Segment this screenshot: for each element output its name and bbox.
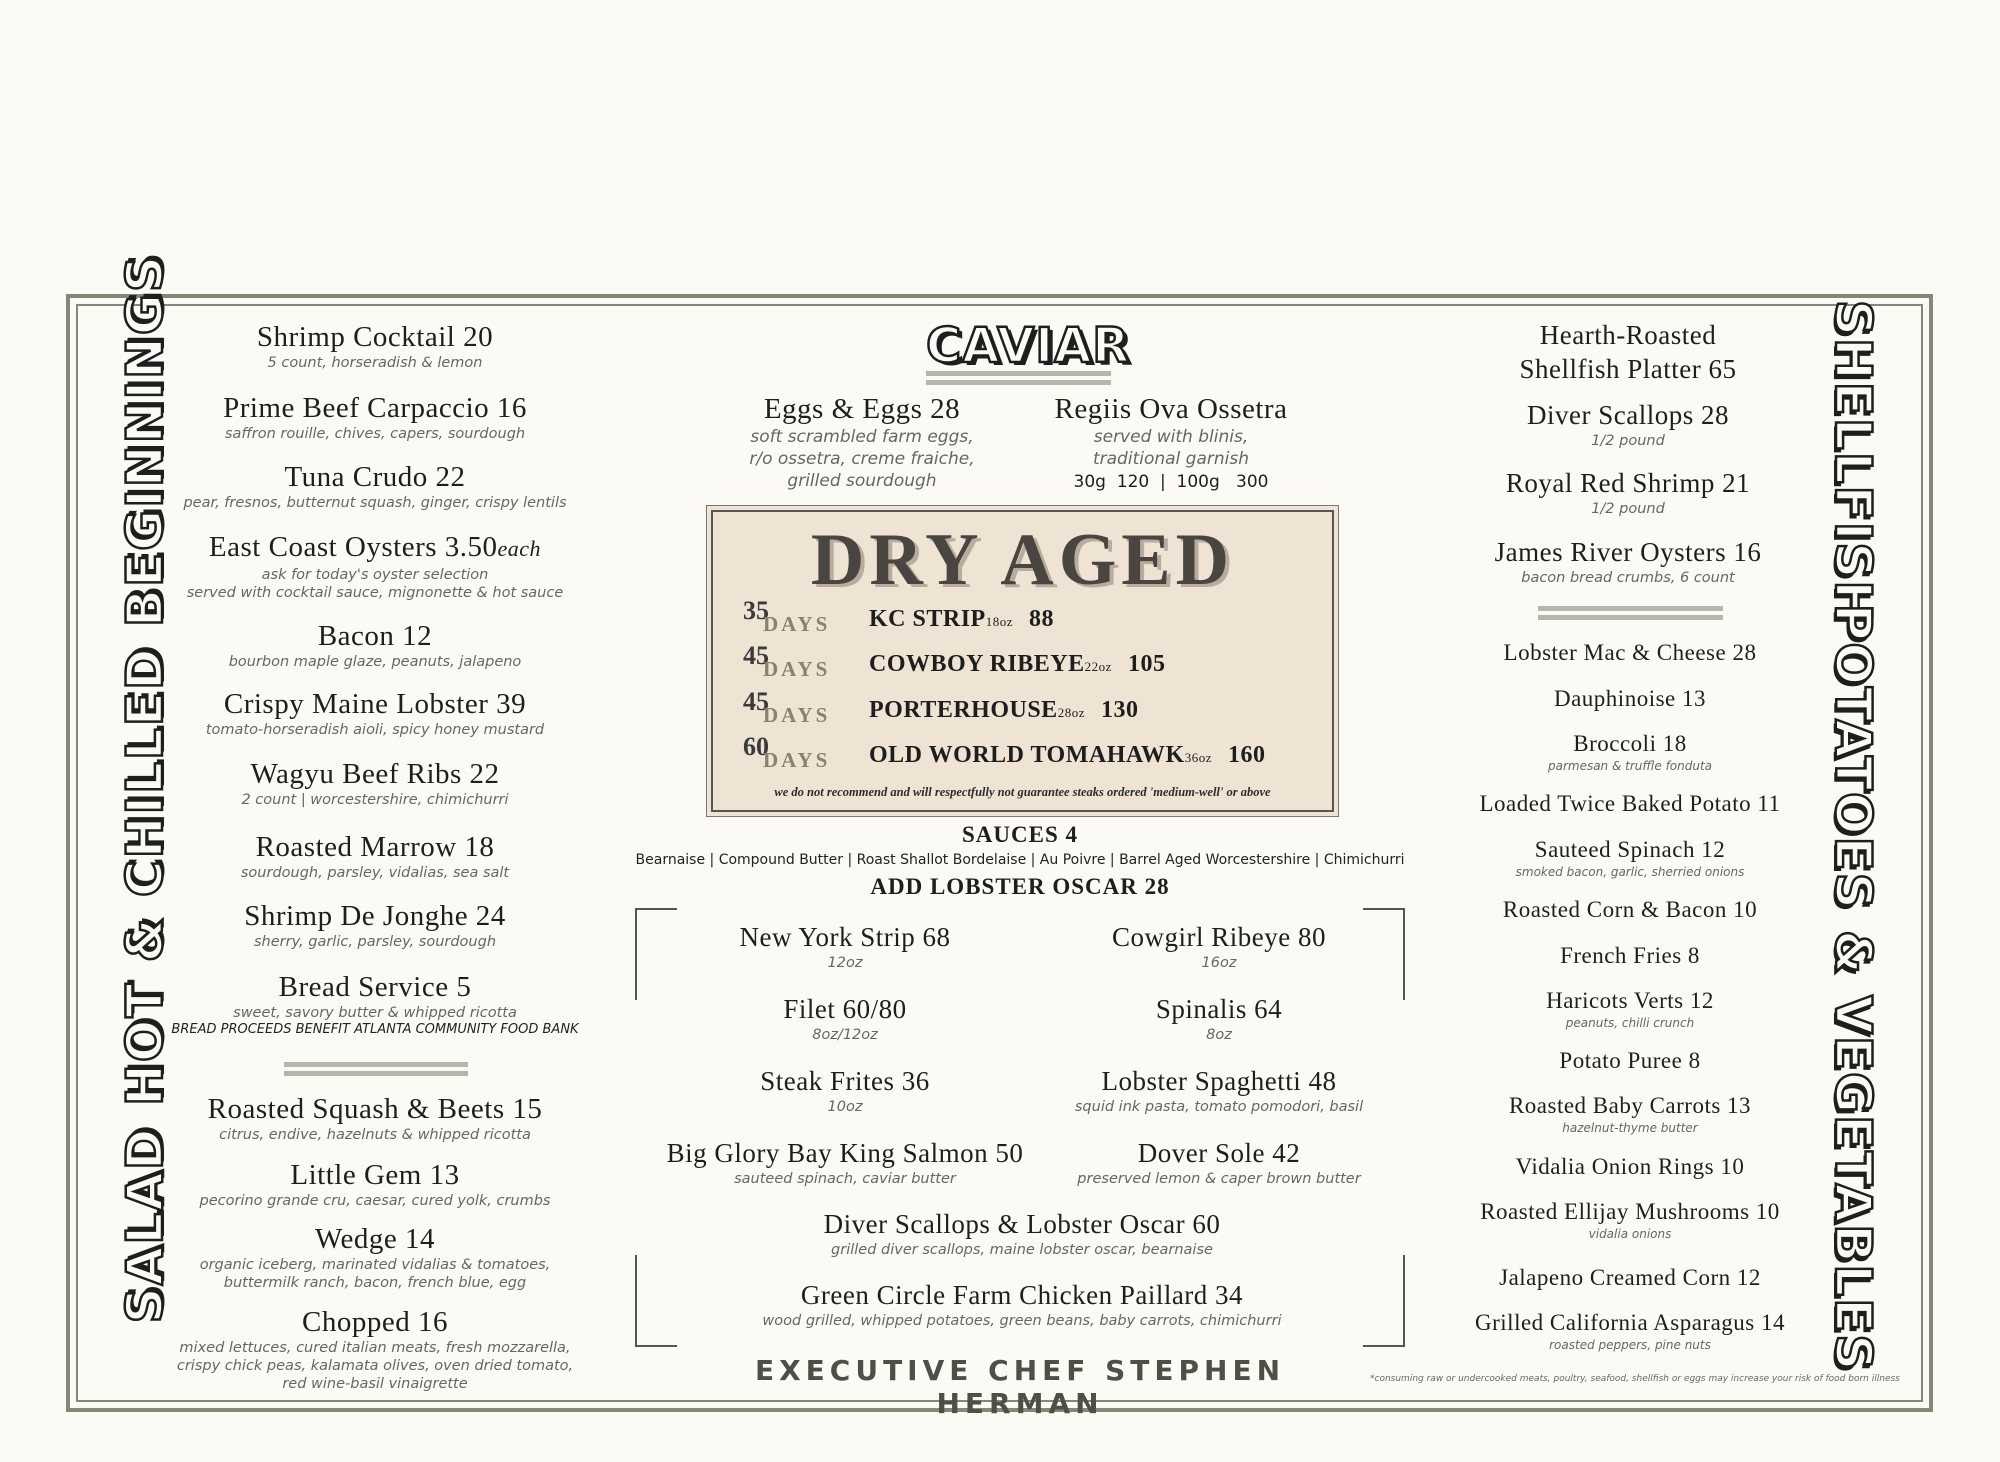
side-desc: roasted peppers, pine nuts — [1549, 1338, 1711, 1352]
entree-name: Cowgirl Ribeye 80 — [1112, 922, 1326, 952]
salad-desc: crispy chick peas, kalamata olives, oven dried tomato, — [176, 1358, 574, 1374]
side-item — [1480, 1197, 1780, 1242]
side-desc: hazelnut-thyme butter — [1562, 1121, 1698, 1135]
shellfish-name: Hearth-Roasted — [1539, 320, 1717, 350]
starter-name: Bread Service 5 — [278, 971, 472, 1003]
entree-item — [762, 1278, 1281, 1330]
caviar-item — [749, 392, 974, 492]
starter-item — [187, 530, 564, 602]
salad-desc: citrus, endive, hazelnuts & whipped ricotta — [219, 1127, 531, 1143]
bracket-corner — [635, 1255, 677, 1347]
entree-desc: 10oz — [827, 1099, 863, 1115]
side-name: Potato Puree 8 — [1559, 1048, 1701, 1073]
side-item — [1509, 1091, 1751, 1136]
dry-aged-title: DRY AGED — [810, 519, 1235, 601]
heading-salad: SALAD — [116, 1126, 174, 1324]
entree-item — [760, 1064, 930, 1116]
caviar-desc: grilled sourdough — [787, 471, 937, 491]
starter-desc: served with cocktail sauce, mignonette & hot sauce — [186, 585, 564, 601]
aged-days: 45 — [743, 687, 769, 716]
salad-name: Chopped 16 — [302, 1306, 448, 1338]
caviar-heading: CAVIAR — [926, 318, 1131, 374]
starter-name: Shrimp De Jonghe 24 — [244, 900, 506, 932]
starter-desc: sherry, garlic, parsley, sourdough — [253, 934, 497, 950]
starter-name: Tuna Crudo 22 — [284, 461, 466, 493]
side-name: Lobster Mac & Cheese 28 — [1503, 640, 1757, 665]
shellfish-desc: 1/2 pound — [1591, 501, 1665, 517]
entree-name: Lobster Spaghetti 48 — [1101, 1066, 1337, 1096]
side-desc: peanuts, chilli crunch — [1565, 1016, 1695, 1030]
entree-desc: wood grilled, whipped potatoes, green beans, baby carrots, chimichurri — [762, 1313, 1282, 1329]
salad-desc: pecorino grande cru, caesar, cured yolk, crumbs — [199, 1193, 551, 1209]
starter-desc: tomato-horseradish aioli, spicy honey mustard — [205, 722, 545, 738]
entree-item — [1156, 992, 1282, 1044]
section-divider — [284, 1062, 468, 1076]
caviar-name: Regiis Ova Ossetra — [1054, 393, 1288, 425]
side-item — [1516, 835, 1745, 880]
caviar-divider — [926, 371, 1111, 385]
side-name: French Fries 8 — [1560, 943, 1700, 968]
shellfish-name: James River Oysters 16 — [1494, 537, 1762, 567]
side-name: Vidalia Onion Rings 10 — [1515, 1154, 1745, 1179]
entree-item — [1077, 1136, 1360, 1188]
caviar-desc: traditional garnish — [1092, 449, 1250, 469]
entree-name: Big Glory Bay King Salmon 50 — [666, 1138, 1024, 1168]
salad-name: Wedge 14 — [314, 1223, 436, 1255]
aged-days: 35 — [743, 596, 769, 625]
entree-item — [1075, 1064, 1363, 1116]
salad-item — [200, 1222, 551, 1292]
entree-item — [824, 1207, 1221, 1259]
shellfish-name: Royal Red Shrimp 21 — [1505, 468, 1751, 498]
steak-name: COWBOY RIBEYE22oz 105 — [869, 651, 1166, 677]
aged-days: 60 — [743, 732, 769, 761]
heading-shellfish: SHELLFISH — [1824, 299, 1882, 625]
starter-item — [241, 757, 508, 809]
entree-item — [739, 920, 950, 972]
bracket-corner — [1363, 908, 1405, 1000]
starter-item — [229, 619, 522, 671]
side-name: Dauphinoise 13 — [1553, 686, 1707, 711]
heading-potatoes-vegetables: POTATOES & VEGETABLES — [1824, 603, 1882, 1373]
side-name: Grilled California Asparagus 14 — [1475, 1310, 1785, 1335]
entree-name: Dover Sole 42 — [1137, 1138, 1301, 1168]
starter-desc: 2 count | worcestershire, chimichurri — [241, 792, 509, 808]
side-item — [1475, 1308, 1785, 1353]
dry-aged-note: we do not recommend and will respectfully not guarantee steaks ordered 'medium-well' or above — [774, 785, 1271, 799]
entree-name: New York Strip 68 — [739, 922, 951, 952]
entree-desc: 8oz — [1206, 1027, 1232, 1043]
days-label: DAYS — [763, 657, 831, 681]
heading-hot-chilled: HOT & CHILLED BEGINNINGS — [116, 254, 174, 1106]
entree-item — [1112, 920, 1326, 972]
days-label: DAYS — [763, 748, 831, 772]
starter-item — [241, 830, 509, 882]
sauces-list: Bearnaise | Compound Butter | Roast Shallot Bordelaise | Au Poivre | Barrel Aged Worcestershire | Chimichurri — [635, 852, 1405, 868]
caviar-desc: served with blinis, — [1093, 427, 1249, 447]
entree-desc: 16oz — [1201, 955, 1237, 971]
entree-name: Steak Frites 36 — [760, 1066, 930, 1096]
caviar-item — [1055, 392, 1288, 494]
starter-name: Crispy Maine Lobster 39 — [223, 688, 527, 720]
steak-name: OLD WORLD TOMAHAWK36oz 160 — [869, 742, 1266, 768]
starter-item — [206, 687, 544, 739]
starter-name: East Coast Oysters 3.50each — [208, 531, 542, 563]
starter-desc: saffron rouille, chives, capers, sourdough — [224, 426, 526, 442]
food-safety-disclaimer: *consuming raw or undercooked meats, poultry, seafood, shellfish or eggs may increase your risk of food born illness — [1370, 1374, 1900, 1384]
starter-desc: pear, fresnos, butternut squash, ginger, crispy lentils — [183, 495, 567, 511]
entree-item — [667, 1136, 1024, 1188]
starter-item — [257, 320, 493, 372]
shellfish-name: Shellfish Platter 65 — [1519, 354, 1737, 384]
steak-name: PORTERHOUSE28oz 130 — [869, 697, 1139, 723]
side-item — [1503, 895, 1757, 925]
caviar-desc: r/o ossetra, creme fraiche, — [749, 449, 975, 469]
entree-desc: preserved lemon & caper brown butter — [1077, 1171, 1361, 1187]
side-name: Roasted Ellijay Mushrooms 10 — [1480, 1199, 1780, 1224]
starter-name: Bacon 12 — [317, 620, 433, 652]
salad-desc: organic iceberg, marinated vidalias & tomatoes, — [199, 1257, 551, 1273]
salad-desc: red wine-basil vinaigrette — [282, 1376, 468, 1392]
side-name: Sauteed Spinach 12 — [1534, 837, 1726, 862]
aged-days: 45 — [743, 641, 769, 670]
entree-desc: 8oz/12oz — [812, 1027, 878, 1043]
dry-aged-row — [743, 641, 1333, 687]
side-item — [1499, 1263, 1761, 1293]
steak-name: KC STRIP18oz 88 — [869, 606, 1054, 632]
dry-aged-row — [743, 596, 1333, 642]
starter-item — [244, 899, 506, 951]
starter-desc: sweet, savory butter & whipped ricotta — [233, 1005, 517, 1021]
side-item — [1516, 1152, 1745, 1182]
starter-name: Prime Beef Carpaccio 16 — [223, 392, 527, 424]
shellfish-desc: bacon bread crumbs, 6 count — [1521, 570, 1735, 586]
side-item — [1546, 986, 1714, 1031]
starter-desc: bourbon maple glaze, peanuts, jalapeno — [228, 654, 522, 670]
side-name: Haricots Verts 12 — [1546, 988, 1714, 1013]
salad-name: Little Gem 13 — [290, 1159, 460, 1191]
shellfish-item — [1527, 398, 1729, 450]
entree-desc: grilled diver scallops, maine lobster oscar, bearnaise — [831, 1242, 1213, 1258]
salad-desc: buttermilk ranch, bacon, french blue, egg — [223, 1275, 527, 1291]
caviar-desc: soft scrambled farm eggs, — [750, 427, 974, 447]
days-label: DAYS — [763, 703, 831, 727]
entree-item — [783, 992, 906, 1044]
shellfish-name: Diver Scallops 28 — [1527, 400, 1729, 430]
entree-desc: sauteed spinach, caviar butter — [734, 1171, 956, 1187]
dry-aged-row — [743, 687, 1333, 733]
shellfish-item — [1506, 466, 1750, 518]
entree-name: Filet 60/80 — [783, 994, 907, 1024]
side-desc: parmesan & truffle fonduta — [1547, 759, 1713, 773]
caviar-sizes: 30g 120 | 100g 300 — [1073, 472, 1269, 492]
starter-name: Shrimp Cocktail 20 — [256, 321, 494, 353]
bread-proceeds-note: BREAD PROCEEDS BENEFIT ATLANTA COMMUNITY FOOD BANK — [171, 1022, 579, 1037]
side-desc: vidalia onions — [1588, 1227, 1672, 1241]
side-name: Roasted Corn & Bacon 10 — [1502, 897, 1758, 922]
bracket-corner — [635, 908, 677, 1000]
executive-chef: EXECUTIVE CHEF STEPHEN HERMAN — [754, 1354, 1286, 1420]
entree-desc: 12oz — [827, 955, 863, 971]
starter-item — [171, 970, 578, 1038]
starter-desc: 5 count, horseradish & lemon — [267, 355, 483, 371]
starter-item — [183, 460, 566, 512]
starter-desc: sourdough, parsley, vidalias, sea salt — [240, 865, 510, 881]
entree-name: Diver Scallops & Lobster Oscar 60 — [823, 1209, 1221, 1239]
dry-aged-row — [743, 732, 1333, 778]
side-item — [1559, 1046, 1700, 1076]
salad-name: Roasted Squash & Beets 15 — [207, 1093, 543, 1125]
entree-name: Spinalis 64 — [1155, 994, 1283, 1024]
caviar-name: Eggs & Eggs 28 — [763, 393, 961, 425]
sauces-title: SAUCES 4 — [961, 822, 1078, 847]
salad-item — [208, 1092, 543, 1144]
side-item — [1548, 729, 1712, 774]
salad-desc: mixed lettuces, cured italian meats, fresh mozzarella, — [179, 1340, 571, 1356]
side-name: Roasted Baby Carrots 13 — [1508, 1093, 1752, 1118]
shellfish-item — [1495, 535, 1762, 587]
section-divider — [1538, 606, 1723, 620]
side-item — [1504, 638, 1757, 668]
shellfish-desc: 1/2 pound — [1591, 433, 1665, 449]
dry-aged-box — [711, 510, 1334, 812]
days-label: DAYS — [763, 612, 831, 636]
salad-item — [200, 1158, 551, 1210]
side-item — [1560, 941, 1700, 971]
lobster-oscar-addon: ADD LOBSTER OSCAR 28 — [870, 874, 1170, 899]
starter-name: Roasted Marrow 18 — [255, 831, 495, 863]
side-item — [1554, 684, 1706, 714]
starter-name: Wagyu Beef Ribs 22 — [250, 758, 500, 790]
side-name: Jalapeno Creamed Corn 12 — [1499, 1265, 1761, 1290]
side-name: Broccoli 18 — [1573, 731, 1687, 756]
salad-item — [177, 1305, 573, 1393]
starter-item — [223, 391, 527, 443]
shellfish-item — [1520, 318, 1737, 386]
entree-name: Green Circle Farm Chicken Paillard 34 — [800, 1280, 1244, 1310]
entree-desc: squid ink pasta, tomato pomodori, basil — [1074, 1099, 1364, 1115]
side-item — [1479, 789, 1780, 819]
side-desc: smoked bacon, garlic, sherried onions — [1515, 865, 1745, 879]
side-name: Loaded Twice Baked Potato 11 — [1479, 791, 1781, 816]
bracket-corner — [1363, 1255, 1405, 1347]
starter-desc: ask for today's oyster selection — [261, 567, 489, 583]
